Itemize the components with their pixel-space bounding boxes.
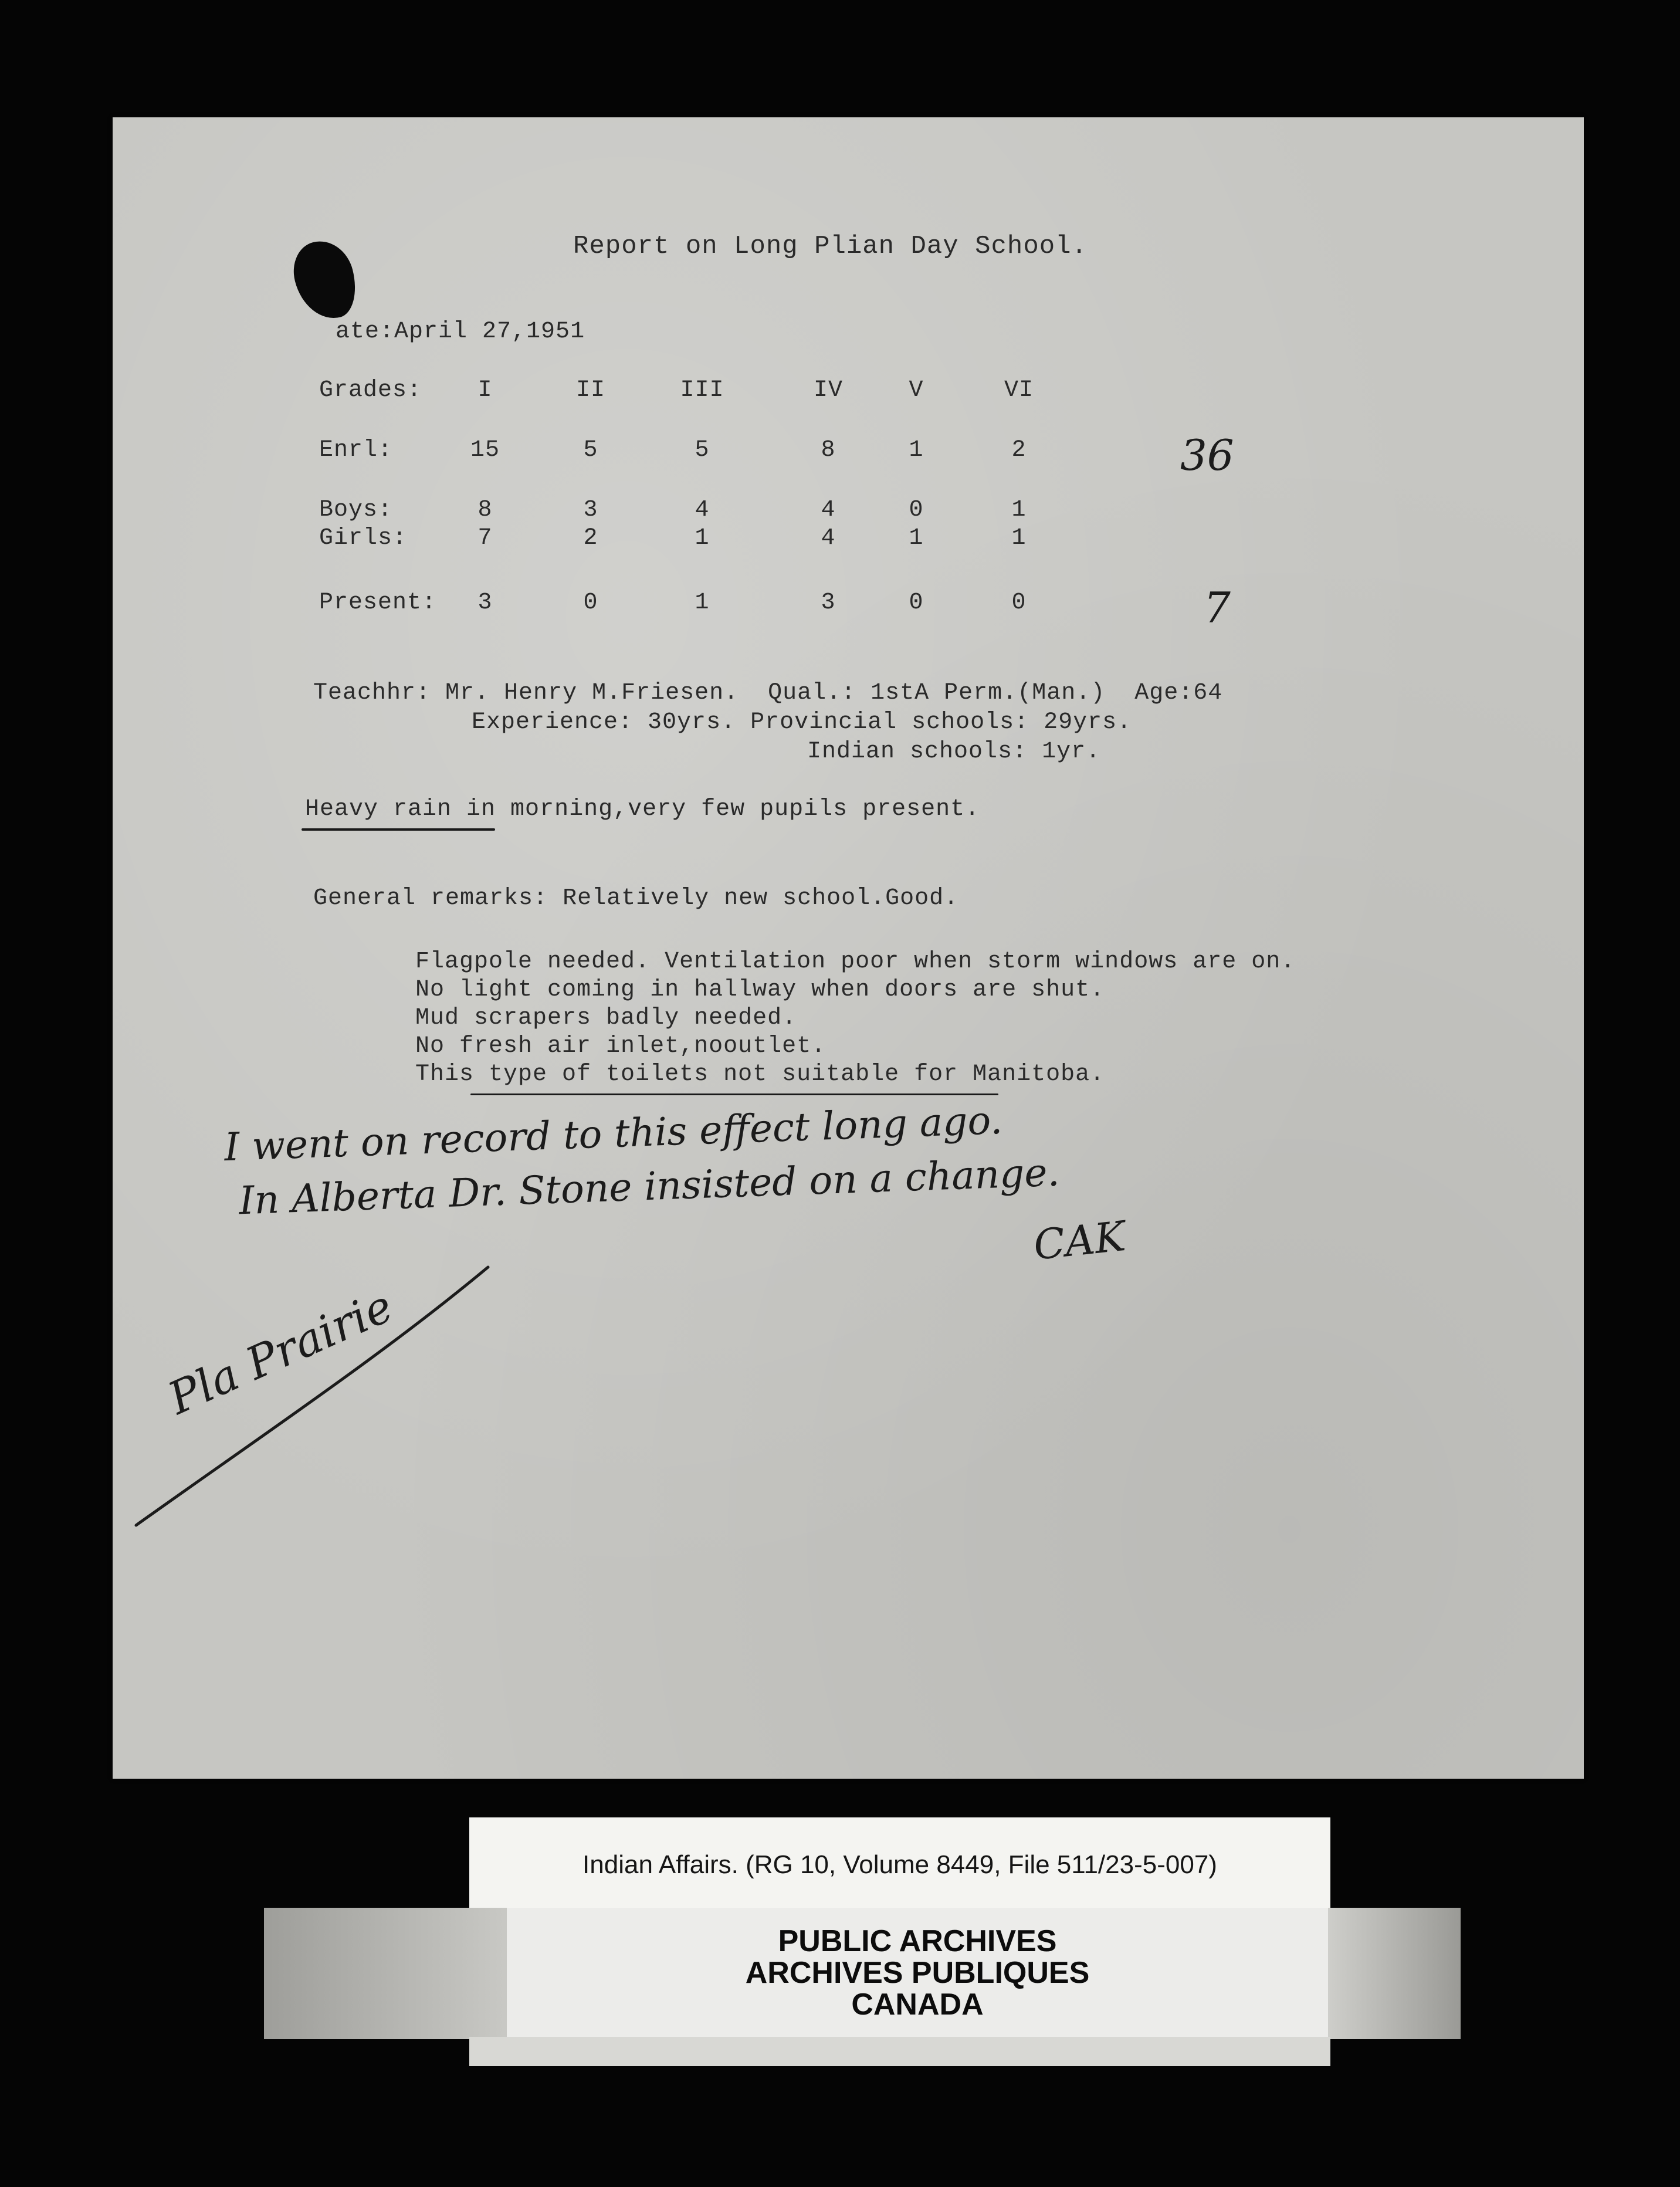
table-cell: 1 bbox=[909, 437, 924, 463]
table-cell: 0 bbox=[1011, 590, 1027, 616]
grade-header: III bbox=[680, 377, 724, 404]
grades-header-label: Grades: bbox=[319, 377, 422, 404]
table-cell: 5 bbox=[695, 437, 710, 463]
row-label-girls: Girls: bbox=[319, 525, 408, 551]
bottom-paper-strip bbox=[469, 2037, 1330, 2066]
handwritten-enrolled-total: 36 bbox=[1180, 431, 1234, 480]
ink-blot bbox=[287, 235, 363, 326]
table-cell: 2 bbox=[1011, 437, 1027, 463]
row-label-enrolled: Enrl: bbox=[319, 437, 393, 463]
table-cell: 3 bbox=[477, 590, 493, 616]
stamp-line: ARCHIVES PUBLIQUES bbox=[745, 1956, 1090, 1990]
archive-stamp-text bbox=[507, 1925, 1328, 2020]
weather-note: Heavy rain in morning,very few pupils present. bbox=[305, 796, 980, 822]
grade-header: II bbox=[575, 377, 605, 404]
list-item: Mud scrapers badly needed. bbox=[415, 1005, 797, 1031]
teacher-line: Teachhr: Mr. Henry M.Friesen. Qual.: 1stA Perm.(Man.) Age:64 bbox=[313, 680, 1223, 706]
grade-header: I bbox=[477, 377, 493, 404]
handwritten-note: I went on record to this effect long ago. bbox=[223, 1097, 1004, 1170]
row-label-present: Present: bbox=[319, 590, 437, 616]
list-item: No light coming in hallway when doors are shut. bbox=[415, 977, 1105, 1003]
table-cell: 0 bbox=[583, 590, 598, 616]
row-label-boys: Boys: bbox=[319, 497, 393, 523]
weather-note-underline bbox=[302, 828, 495, 831]
table-cell: 3 bbox=[583, 497, 598, 523]
table-cell: 8 bbox=[477, 497, 493, 523]
table-cell: 0 bbox=[909, 590, 924, 616]
archive-reference-text: Indian Affairs. (RG 10, Volume 8449, File 511/23-5-007) bbox=[582, 1850, 1217, 1879]
table-cell: 4 bbox=[695, 497, 710, 523]
handwritten-note: In Alberta Dr. Stone insisted on a change. bbox=[238, 1149, 1061, 1224]
table-cell: 1 bbox=[1011, 497, 1027, 523]
general-remarks: General remarks: Relatively new school.Good. bbox=[313, 885, 959, 912]
list-item: Flagpole needed. Ventilation poor when storm windows are on. bbox=[415, 949, 1296, 975]
table-cell: 2 bbox=[583, 525, 598, 551]
stamp-bar-left-edge bbox=[264, 1908, 510, 2039]
list-item: No fresh air inlet,nooutlet. bbox=[415, 1033, 827, 1059]
archive-stamp-bar bbox=[264, 1908, 1461, 2039]
table-cell: 1 bbox=[695, 590, 710, 616]
list-item: This type of toilets not suitable for Manitoba. bbox=[415, 1061, 1105, 1088]
table-cell: 4 bbox=[821, 497, 836, 523]
grade-header: VI bbox=[1004, 377, 1034, 404]
stamp-line: PUBLIC ARCHIVES bbox=[778, 1924, 1057, 1958]
table-cell: 1 bbox=[909, 525, 924, 551]
stamp-line: CANADA bbox=[851, 1988, 984, 2022]
report-date: ate:April 27,1951 bbox=[336, 319, 585, 345]
grade-header: IV bbox=[813, 377, 843, 404]
document-page bbox=[113, 117, 1584, 1779]
table-cell: 4 bbox=[821, 525, 836, 551]
stamp-bar-right-edge bbox=[1326, 1908, 1461, 2039]
handwritten-margin-note: Pla Prairie bbox=[160, 1279, 401, 1425]
experience-line: Experience: 30yrs. Provincial schools: 29yrs. bbox=[472, 709, 1132, 736]
table-cell: 5 bbox=[583, 437, 598, 463]
table-cell: 3 bbox=[821, 590, 836, 616]
document-title: Report on Long Plian Day School. bbox=[573, 232, 1088, 261]
remarks-underline bbox=[470, 1094, 998, 1095]
table-cell: 7 bbox=[477, 525, 493, 551]
table-cell: 8 bbox=[821, 437, 836, 463]
archive-reference-label bbox=[469, 1817, 1330, 1912]
handwritten-present-total: 7 bbox=[1204, 583, 1231, 632]
grade-header: V bbox=[909, 377, 924, 404]
archive-stamp bbox=[507, 1908, 1328, 2039]
table-cell: 1 bbox=[1011, 525, 1027, 551]
table-cell: 15 bbox=[470, 437, 500, 463]
indian-schools-line: Indian schools: 1yr. bbox=[807, 739, 1101, 765]
handwritten-initials: CAK bbox=[1031, 1212, 1128, 1269]
table-cell: 1 bbox=[695, 525, 710, 551]
table-cell: 0 bbox=[909, 497, 924, 523]
